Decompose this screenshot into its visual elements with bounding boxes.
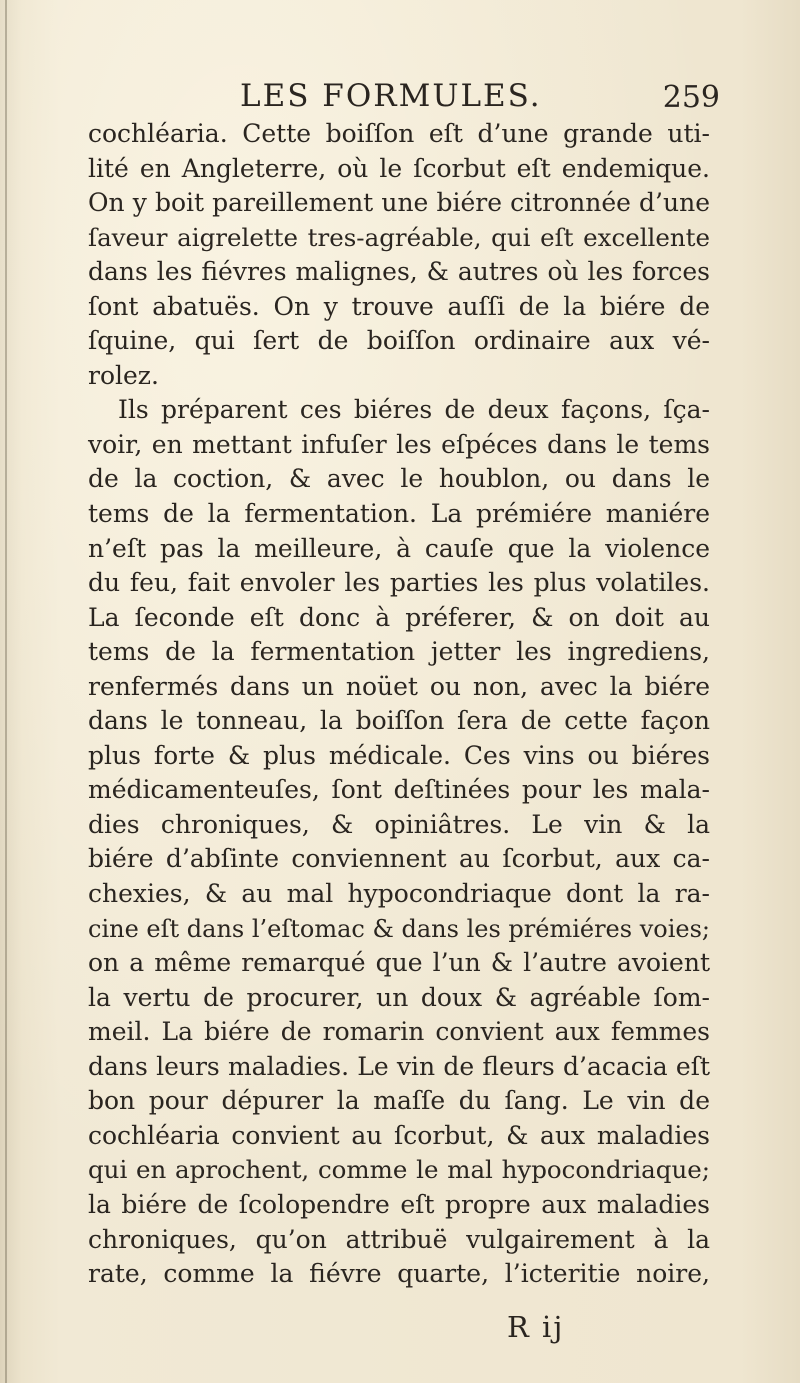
text-line: bon pour dépurer la maſſe du ſang. Le vin de bbox=[88, 1086, 710, 1116]
text-line: chexies, & au mal hypocondriaque dont la ra- bbox=[88, 879, 710, 909]
text-line: rolez. bbox=[88, 360, 159, 390]
text-line: tems de la fermentation jetter les ingrediens, bbox=[88, 637, 710, 667]
text-line: la biére de ſcolopendre eſt propre aux maladies bbox=[88, 1189, 710, 1219]
text-line: renfermés dans un noüet ou non, avec la biére bbox=[88, 671, 710, 701]
text-line: tems de la fermentation. La prémiére maniére bbox=[88, 499, 710, 529]
text-line: dans le tonneau, la boiſſon ſera de cette façon bbox=[88, 706, 710, 736]
text-line: cochléaria convient au ſcorbut, & aux maladies bbox=[88, 1120, 710, 1150]
text-line: La ſeconde eſt donc à préferer, & on doit au bbox=[88, 602, 710, 632]
text-line: on a même remarqué que l’un & l’autre avoient bbox=[88, 948, 710, 978]
body-text bbox=[88, 117, 710, 1292]
text-line: On y boit pareillement une biére citronnée d’une bbox=[88, 188, 710, 218]
text-line: ſaveur aigrelette tres-agréable, qui eſt excellente bbox=[88, 222, 710, 252]
page-edge-shadow bbox=[5, 0, 7, 1383]
text-line: ſquine, qui ſert de boiſſon ordinaire aux vé- bbox=[88, 326, 710, 356]
text-line: chroniques, qu’on attribuë vulgairement à la bbox=[88, 1224, 710, 1254]
text-line: dans les fiévres malignes, & autres où les forces bbox=[88, 257, 710, 287]
text-line: rate, comme la fiévre quarte, l’icteritie noire, bbox=[88, 1259, 710, 1289]
running-title: LES FORMULES. bbox=[240, 78, 542, 114]
text-line: Ils préparent ces biéres de deux façons, ſça- bbox=[118, 395, 710, 425]
text-line: dans leurs maladies. Le vin de fleurs d’acacia eſt bbox=[88, 1051, 710, 1081]
text-line: dies chroniques, & opiniâtres. Le vin & la bbox=[88, 809, 710, 839]
text-line: qui en aprochent, comme le mal hypocondriaque; bbox=[88, 1155, 710, 1185]
text-line: cine eſt dans l’eſtomac & dans les prémiéres voies; bbox=[88, 914, 710, 943]
text-line: de la coction, & avec le houblon, ou dans le bbox=[88, 464, 710, 494]
text-line: cochléaria. Cette boiſſon eſt d’une grande uti- bbox=[88, 119, 710, 148]
text-line: biére d’abſinte conviennent au ſcorbut, aux ca- bbox=[88, 844, 710, 874]
text-line: la vertu de procurer, un doux & agréable ſom- bbox=[88, 982, 710, 1012]
text-line: plus forte & plus médicale. Ces vins ou biéres bbox=[88, 740, 710, 770]
text-line: ſont abatuës. On y trouve auſſi de la biére de bbox=[88, 291, 710, 321]
text-line: lité en Angleterre, où le ſcorbut eſt endemique. bbox=[88, 153, 710, 183]
text-line: meil. La biére de romarin convient aux femmes bbox=[88, 1017, 710, 1047]
page-header bbox=[88, 78, 720, 118]
page-number: 259 bbox=[662, 80, 720, 115]
text-line: du feu, fait envoler les parties les plus volatiles. bbox=[88, 568, 710, 598]
text-line: n’eſt pas la meilleure, à cauſe que la violence bbox=[88, 533, 710, 563]
catchword: R ij bbox=[507, 1310, 565, 1344]
text-line: voir, en mettant infuſer les eſpéces dans le tems bbox=[88, 429, 710, 459]
text-line: médicamenteuſes, ſont deſtinées pour les mala- bbox=[88, 775, 710, 805]
